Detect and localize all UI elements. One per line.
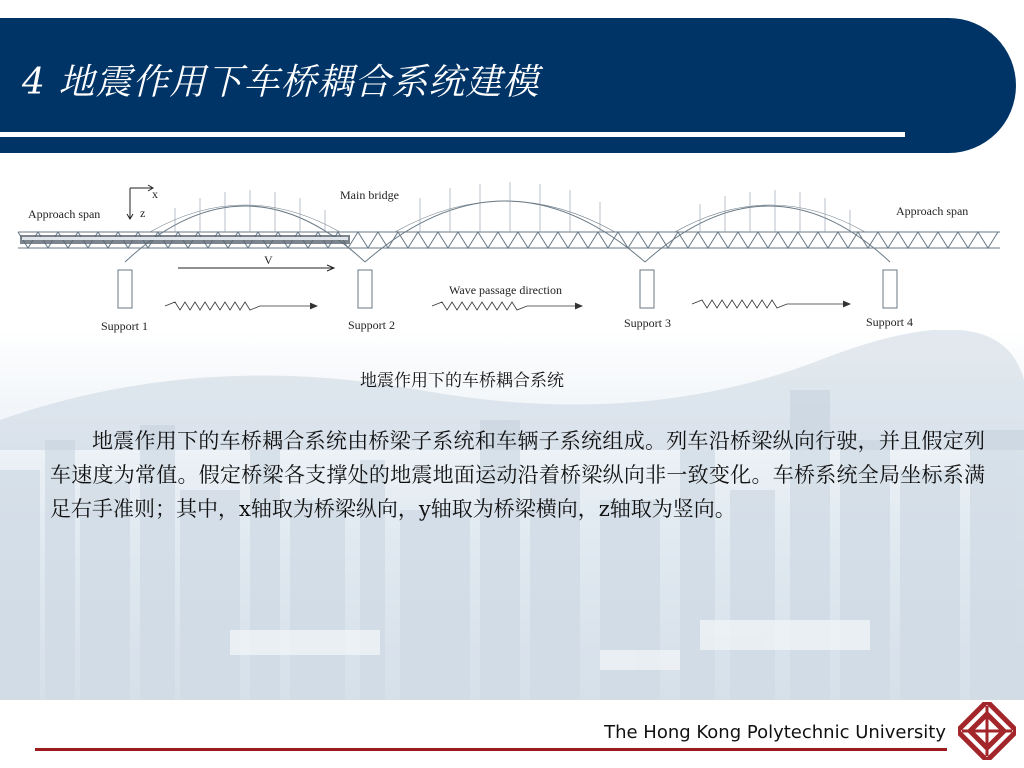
title-underline: [0, 132, 905, 137]
approach-span-left-label: Approach span: [28, 207, 101, 221]
wave-direction-label: Wave passage direction: [449, 283, 562, 297]
bridge-diagram: [0, 170, 1024, 350]
train: [20, 235, 350, 244]
slide-title: 4 地震作用下车桥耦合系统建模: [22, 62, 540, 103]
support-3-label: Support 3: [624, 316, 672, 330]
body-paragraph: 地震作用下的车桥耦合系统由桥梁子系统和车辆子系统组成。列车沿桥梁纵向行驶，并且假定列车速度为常值。假定桥梁各支撑处的地震地面运动沿着桥梁纵向非一致变化。车桥系统全局坐标系满足右手准则；其中，x轴取为桥梁纵向，y轴取为桥梁横向，z轴取为竖向。: [50, 429, 985, 521]
axis-x-label: x: [152, 187, 158, 201]
figure-caption: 地震作用下的车桥耦合系统: [360, 371, 564, 391]
axis-z-label: z: [140, 206, 146, 220]
polyu-logo-icon: [958, 702, 1016, 760]
support-2-label: Support 2: [348, 318, 396, 332]
university-name: The Hong Kong Polytechnic University: [604, 722, 946, 743]
footer-rule: [35, 748, 947, 751]
main-bridge-label: Main bridge: [340, 188, 399, 202]
support-1-label: Support 1: [101, 319, 149, 333]
support-4-label: Support 4: [866, 315, 914, 329]
wave-arrows: [165, 300, 850, 310]
approach-span-right-label: Approach span: [896, 204, 969, 218]
velocity-label: V: [264, 253, 273, 267]
velocity-arrow: [178, 265, 334, 271]
